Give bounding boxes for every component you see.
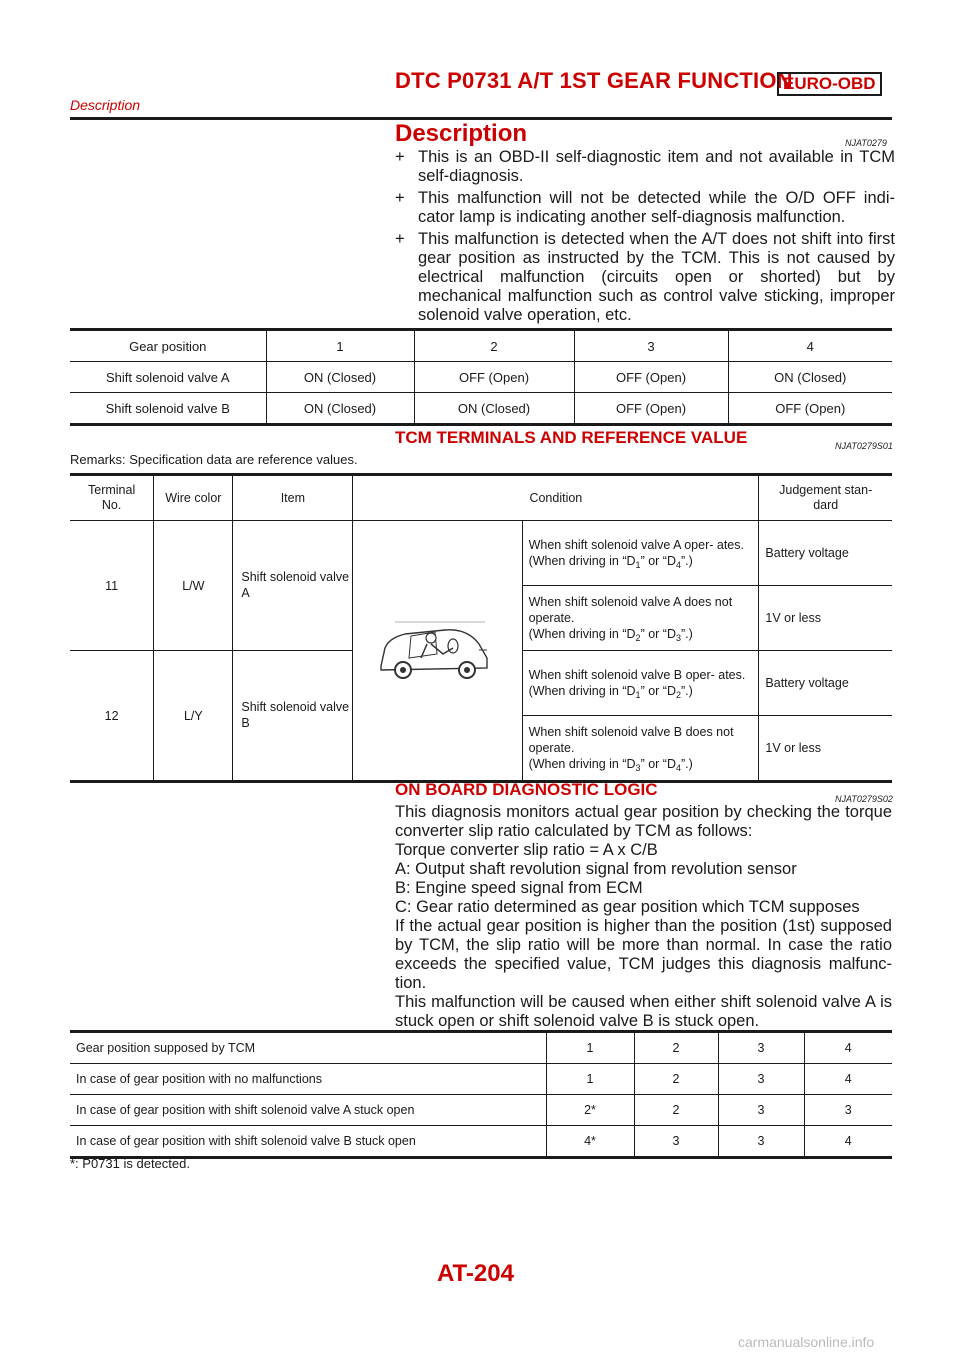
table-cell: 2 [634, 1064, 718, 1095]
condition-drive-range: (When driving in “$D_3$” or “$D_4$”.) [528, 757, 693, 773]
obd-section-title: ON BOARD DIAGNOSTIC LOGIC [395, 780, 658, 799]
condition-cell [522, 586, 759, 651]
table-row [70, 521, 892, 586]
bullet-item [395, 189, 895, 227]
condition-cell [522, 521, 759, 586]
table-cell: 3 [634, 1126, 718, 1158]
table-cell: Gear position [70, 330, 266, 362]
table-cell: Gear position supposed by TCM [70, 1032, 546, 1064]
description-bullets [395, 148, 895, 328]
judgement-value: 1V or less [759, 586, 892, 651]
table-cell: 2 [634, 1032, 718, 1064]
driver-illustration-cell [353, 521, 522, 782]
description-ref: NJAT0279 [845, 138, 887, 148]
table-cell: ON (Closed) [728, 362, 892, 393]
watermark: carmanualsonline.info [738, 1334, 875, 1350]
gear-position-table [70, 328, 892, 426]
table-row [70, 1095, 892, 1126]
table-cell: ON (Closed) [414, 393, 574, 425]
table-cell: 2* [546, 1095, 634, 1126]
condition-drive-range: (When driving in “$D_2$” or “$D_3$”.) [528, 627, 693, 643]
page-header-title: DTC P0731 A/T 1ST GEAR FUNCTION [395, 68, 793, 93]
table-cell: 3 [574, 330, 728, 362]
table-cell: ON (Closed) [266, 362, 414, 393]
obd-line: Torque converter slip ratio = A x C/B [395, 841, 658, 859]
table-cell: 3 [718, 1064, 804, 1095]
obd-line: B: Engine speed signal from ECM [395, 879, 643, 897]
condition-text: When shift solenoid valve B does not operate. [528, 725, 734, 755]
condition-drive-range: (When driving in “$D_1$” or “$D_2$”.) [528, 684, 693, 700]
header-judgement: Judgement stan- dard [759, 475, 892, 521]
bullet-text: This is an OBD-II self-diagnostic item and not available in TCM self-diagnosis. [418, 148, 895, 185]
obd-ref: NJAT0279S02 [835, 794, 893, 804]
obd-logic-text [395, 803, 892, 1031]
condition-text: When shift solenoid valve A oper- ates. [528, 538, 744, 552]
table-row [70, 1126, 892, 1158]
table-cell: OFF (Open) [414, 362, 574, 393]
table-cell: OFF (Open) [574, 362, 728, 393]
item-label: Shift solenoid valve B [233, 651, 353, 782]
condition-text: When shift solenoid valve A does not operate. [528, 595, 733, 625]
wire-color: L/Y [154, 651, 233, 782]
table-cell: 3 [718, 1126, 804, 1158]
table-row [70, 1064, 892, 1095]
table-cell: 1 [266, 330, 414, 362]
obd-line: This diagnosis monitors actual gear position by checking the torque converter slip ratio calculated by TCM as follows: [395, 803, 892, 840]
table-row [70, 362, 892, 393]
table-cell: Shift solenoid valve A [70, 362, 266, 393]
table-cell: 3 [718, 1032, 804, 1064]
table-cell: In case of gear position with no malfunctions [70, 1064, 546, 1095]
header-terminal: Terminal No. [70, 475, 154, 521]
item-label: Shift solenoid valve A [233, 521, 353, 651]
table-row [70, 1032, 892, 1064]
tcm-remarks: Remarks: Specification data are reference values. [70, 452, 358, 467]
footnote: *: P0731 is detected. [70, 1156, 190, 1171]
page-number: AT-204 [437, 1260, 514, 1287]
table-header-row [70, 475, 892, 521]
supposed-gear-table [70, 1030, 892, 1159]
condition-cell [522, 651, 759, 716]
table-cell: 1 [546, 1064, 634, 1095]
obd-line: This malfunction will be caused when either shift solenoid valve A is stuck open or shift solenoid valve B is stuck open. [395, 993, 892, 1030]
description-title: Description [395, 120, 528, 147]
wire-color: L/W [154, 521, 233, 651]
table-cell: 4 [804, 1064, 892, 1095]
table-cell: Shift solenoid valve B [105, 400, 230, 416]
table-row [70, 330, 892, 362]
tcm-terminal-table [70, 473, 892, 783]
table-cell: 4 [804, 1126, 892, 1158]
table-cell: 4* [546, 1126, 634, 1158]
obd-line: C: Gear ratio determined as gear position which TCM supposes [395, 898, 860, 916]
tcm-ref: NJAT0279S01 [835, 441, 893, 451]
header-wire-color: Wire color [154, 475, 233, 521]
table-cell: OFF (Open) [728, 393, 892, 425]
table-cell: ON (Closed) [266, 393, 414, 425]
judgement-value: Battery voltage [759, 521, 892, 586]
table-cell: 2 [634, 1095, 718, 1126]
table-cell: 3 [804, 1095, 892, 1126]
page-header-subtitle: Description [70, 97, 141, 113]
table-cell: In case of gear position with shift solenoid valve B stuck open [76, 1134, 416, 1148]
tcm-section-title: TCM TERMINALS AND REFERENCE VALUE [395, 428, 748, 447]
table-row [70, 393, 892, 425]
header-item: Item [233, 475, 353, 521]
table-cell: 1 [546, 1032, 634, 1064]
table-cell: OFF (Open) [574, 393, 728, 425]
obd-line: A: Output shaft revolution signal from revolution sensor [395, 860, 797, 878]
table-cell: 3 [718, 1095, 804, 1126]
obd-line: If the actual gear position is higher than the position (1st) supposed by TCM, the slip ratio will be more than normal. In case the ratio exceeds the specified value, TCM judges this diagnosis malfunc- tion. [395, 917, 892, 992]
terminal-no: 11 [70, 521, 154, 651]
condition-cell [522, 716, 759, 782]
bullet-mark: + [395, 148, 405, 166]
judgement-value: 1V or less [759, 716, 892, 782]
car-driver-icon [375, 614, 499, 684]
bullet-mark: + [395, 230, 405, 248]
table-cell: 2 [414, 330, 574, 362]
bullet-text: This malfunction will not be detected while the O/D OFF indi- cator lamp is indicating another self-diagnosis malfunction. [418, 189, 895, 226]
table-cell: 4 [728, 330, 892, 362]
condition-text: When shift solenoid valve B oper- ates. [528, 668, 746, 682]
table-cell: In case of gear position with shift solenoid valve A stuck open [70, 1095, 546, 1126]
judgement-value: Battery voltage [759, 651, 892, 716]
table-cell: 4 [804, 1032, 892, 1064]
terminal-no: 12 [70, 651, 154, 782]
bullet-mark: + [395, 189, 405, 207]
header-condition: Condition [353, 475, 759, 521]
bullet-item [395, 148, 895, 186]
bullet-text: This malfunction is detected when the A/T does not shift into first gear position as instructed by the TCM. This is not caused by electrical malfunction (circuits open or shorted) but by mechanical malfunction such as control valve sticking, improper solenoid valve operation, etc. [418, 230, 895, 324]
condition-drive-range: (When driving in “$D_1$” or “$D_4$”.) [528, 554, 693, 570]
euro-obd-badge: EURO-OBD [777, 72, 882, 96]
bullet-item [395, 230, 895, 325]
